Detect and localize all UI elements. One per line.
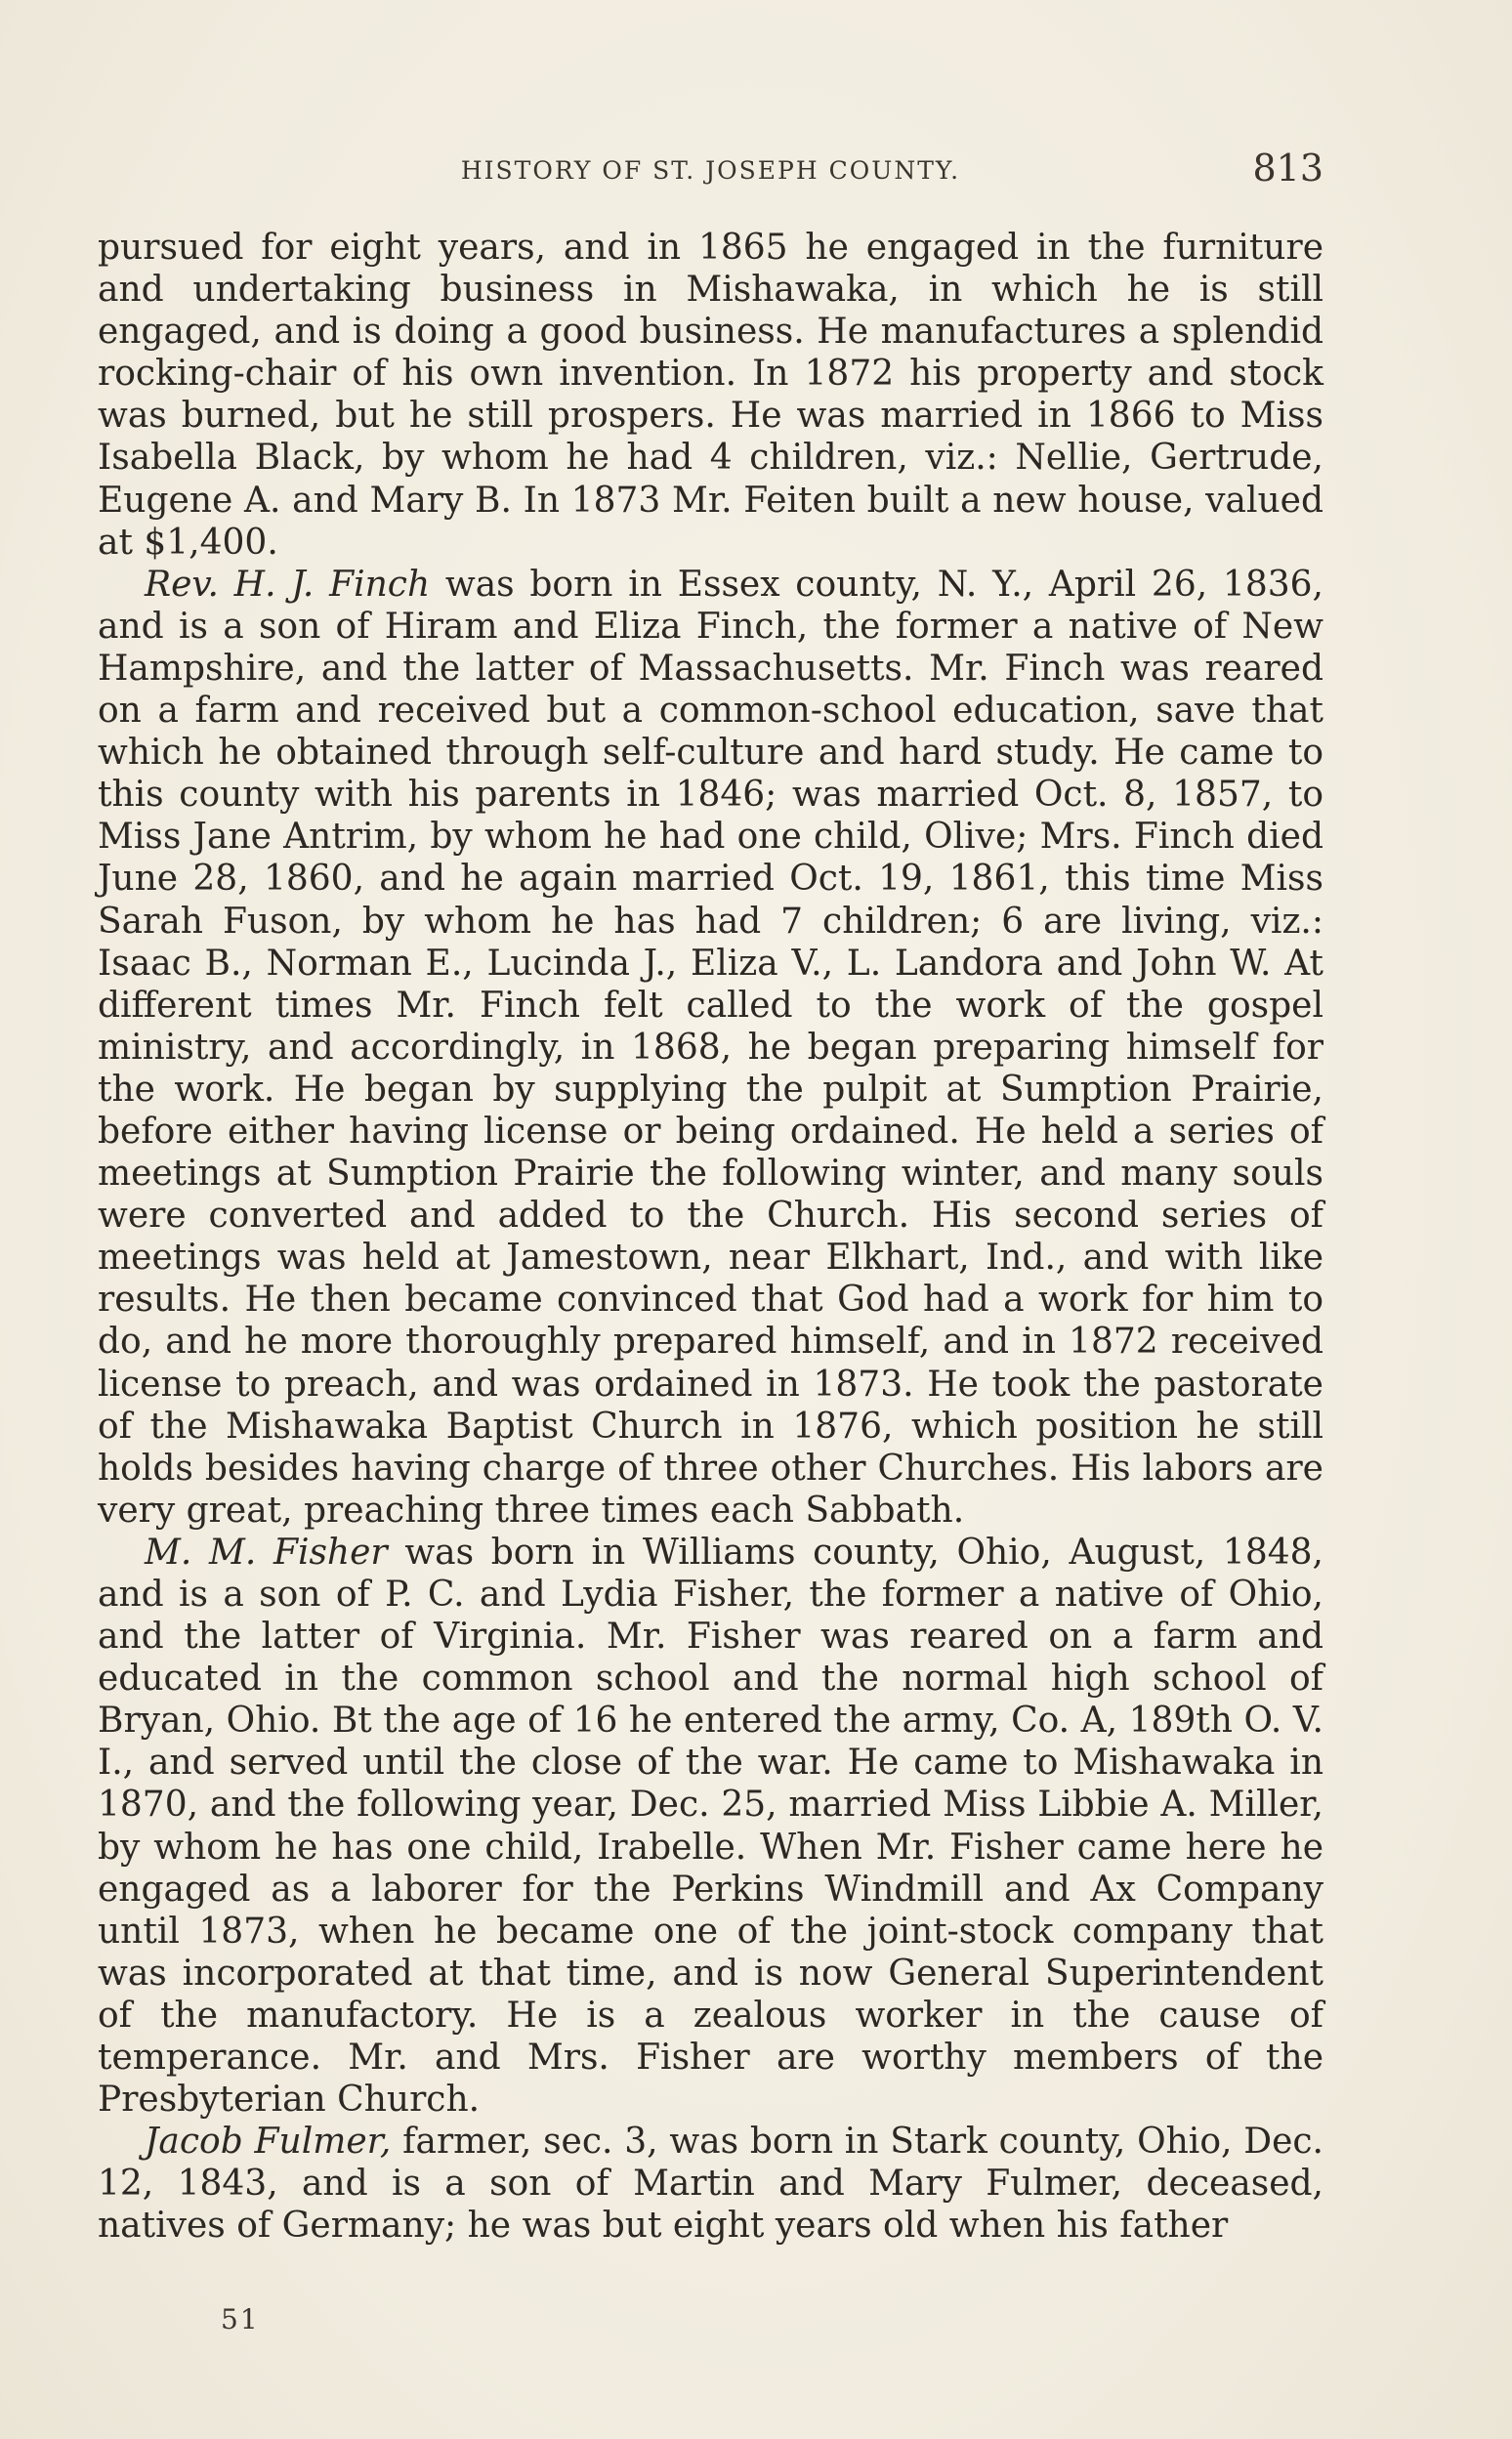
paragraph-fulmer [98, 2121, 1323, 2247]
paragraph-text: was born in Essex county, N. Y., April 26, 1836, and is a son of Hiram and Eliza Finch, the former a native of New Hampshire, and the latter of Massachusetts. Mr. Finch was reared on a farm and received but a common-school education, save that which he obtained through self-culture and hard study. He came to this county with his parents in 1846; was married Oct. 8, 1857, to Miss Jane Antrim, by whom he had one child, Olive; Mrs. Finch died June 28, 1860, and he again married Oct. 19, 1861, this time Miss Sarah Fuson, by whom he has had 7 children; 6 are living, viz.: Isaac B., Norman E., Lucinda J., Eliza V., L. Landora and John W. At different times Mr. Finch felt called to the work of the gospel ministry, and accordingly, in 1868, he began preparing himself for the work. He began by supplying the pulpit at Sumption Prairie, before either having license or being ordained. He held a series of meetings at Sumption Prairie the following winter, and many souls were converted and added to the Church. His second series of meetings was held at Jamestown, near Elkhart, Ind., and with like results. He then became convinced that God had a work for him to do, and he more thoroughly prepared himself, and in 1872 received license to preach, and was ordained in 1873. He took the pastorate of the Mishawaka Baptist Church in 1876, which position he still holds besides having charge of three other Churches. His labors are very great, preaching three times each Sabbath. [98, 564, 1323, 1531]
signature-mark: 51 [221, 2303, 260, 2335]
paragraph-text: farmer, sec. 3, was born in Stark county, Ohio, Dec. 12, 1843, and is a son of Martin and Mary Fulmer, deceased, natives of Germany; he was but eight years old when his father [98, 2122, 1323, 2247]
subject-name: Rev. H. J. Finch [145, 564, 431, 605]
paragraph-text: was born in Williams county, Ohio, August, 1848, and is a son of P. C. and Lydia Fisher, the former a native of Ohio, and the latter of Virginia. Mr. Fisher was reared on a farm and educated in the common school and the normal high school of Bryan, Ohio. Bt the age of 16 he entered the army, Co. A, 189th O. V. I., and served until the close of the war. He came to Mishawaka in 1870, and the following year, Dec. 25, married Miss Libbie A. Miller, by whom he has one child, Irabelle. When Mr. Fisher came here he engaged as a laborer for the Perkins Windmill and Ax Company until 1873, when he became one of the joint-stock company that was incorporated at that time, and is now General Superintendent of the manufactory. He is a zealous worker in the cause of temperance. Mr. and Mrs. Fisher are worthy members of the Presbyterian Church. [98, 1532, 1323, 2121]
subject-name: M. M. Fisher [145, 1532, 388, 1573]
subject-name: Jacob Fulmer, [145, 2122, 392, 2163]
paragraph-fisher [98, 1532, 1323, 2121]
running-title: HISTORY OF ST. JOSEPH COUNTY. [460, 156, 961, 185]
paragraph-feiten [98, 227, 1323, 564]
running-head [98, 147, 1323, 195]
paragraph-text: pursued for eight years, and in 1865 he engaged in the furniture and undertaking business in Mishawaka, in which he is still engaged, and is doing a good business. He manufactures a splendid rocking-chair of his own invention. In 1872 his property and stock was burned, but he still prospers. He was married in 1866 to Miss Isabella Black, by whom he had 4 children, viz.: Nellie, Gertrude, Eugene A. and Mary B. In 1873 Mr. Feiten built a new house, valued at $1,400. [98, 228, 1323, 563]
body-text [98, 227, 1323, 2248]
paragraph-finch [98, 564, 1323, 1532]
page-number: 813 [1252, 147, 1323, 189]
